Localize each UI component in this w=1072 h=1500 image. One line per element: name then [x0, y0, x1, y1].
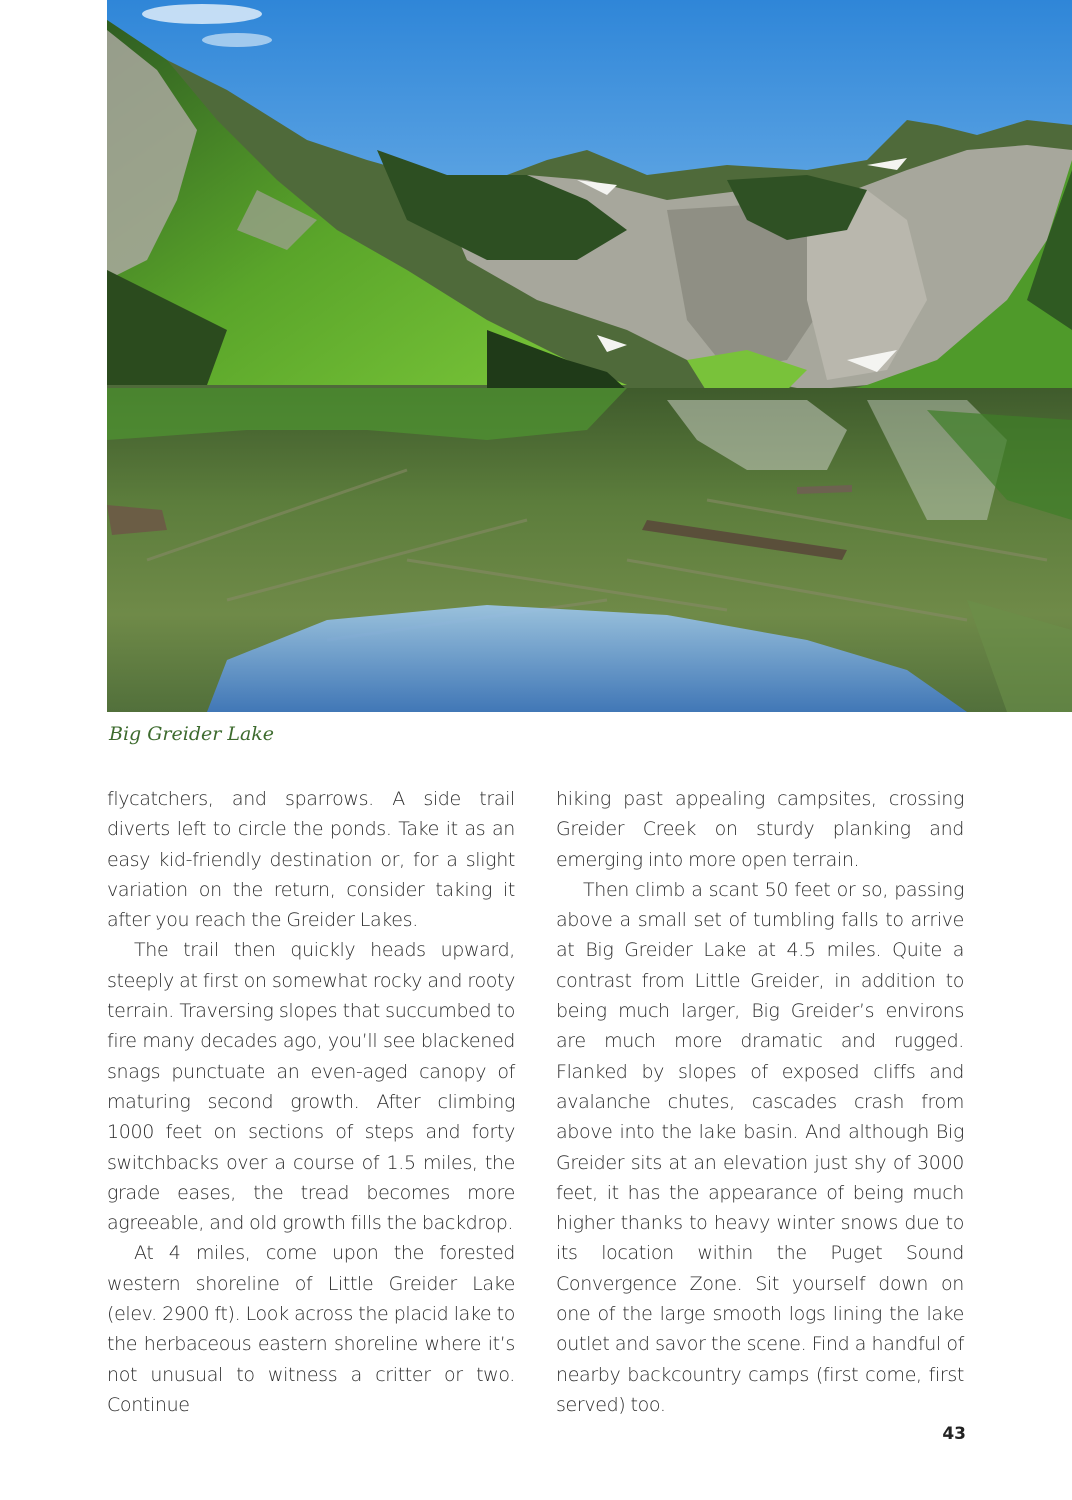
- photo-caption: Big Greider Lake: [109, 723, 275, 745]
- page-number: 43: [942, 1424, 966, 1444]
- paragraph: At 4 miles, come upon the forested western shoreline of Little Greider Lake (elev. 2900 ft). Look across the placid lake to the herbaceous eastern shoreline where it’s not unusual to witness a critter or two. Continue: [107, 1242, 515, 1416]
- paragraph: flycatchers, and sparrows. A side trail diverts left to circle the ponds. Take it as an easy kid-friendly destination or, for a slight variation on the return, consider taking it after you reach the Greider Lakes.: [107, 788, 515, 932]
- text-column-left: [107, 784, 515, 1420]
- paragraph: hiking past appealing campsites, crossing Greider Creek on sturdy planking and emerging into more open terrain.: [556, 788, 964, 871]
- lake-photo: [107, 0, 1072, 712]
- paragraph: The trail then quickly heads upward, steeply at first on somewhat rocky and rooty terrain. Traversing slopes that succumbed to fire many decades ago, you’ll see blackened snags punctuate an even-aged canopy of maturing second growth. After climbing 1000 feet on sections of steps and forty switchbacks over a course of 1.5 miles, the grade eases, the tread becomes more agreeable, and old growth fills the backdrop.: [107, 939, 515, 1235]
- text-column-right: [556, 784, 964, 1420]
- paragraph: Then climb a scant 50 feet or so, passing above a small set of tumbling falls to arrive at Big Greider Lake at 4.5 miles. Quite a contrast from Little Greider, in addition to being much larger, Big Greider’s environs are much more dramatic and rugged. Flanked by slopes of exposed cliffs and avalanche chutes, cascades crash from above into the lake basin. And although Big Greider sits at an elevation just shy of 3000 feet, it has the appearance of being much higher thanks to heavy winter snows due to its location within the Puget Sound Convergence Zone. Sit yourself down on one of the large smooth logs lining the lake outlet and savor the scene. Find a handful of nearby backcountry camps (first come, first served) too.: [556, 878, 964, 1416]
